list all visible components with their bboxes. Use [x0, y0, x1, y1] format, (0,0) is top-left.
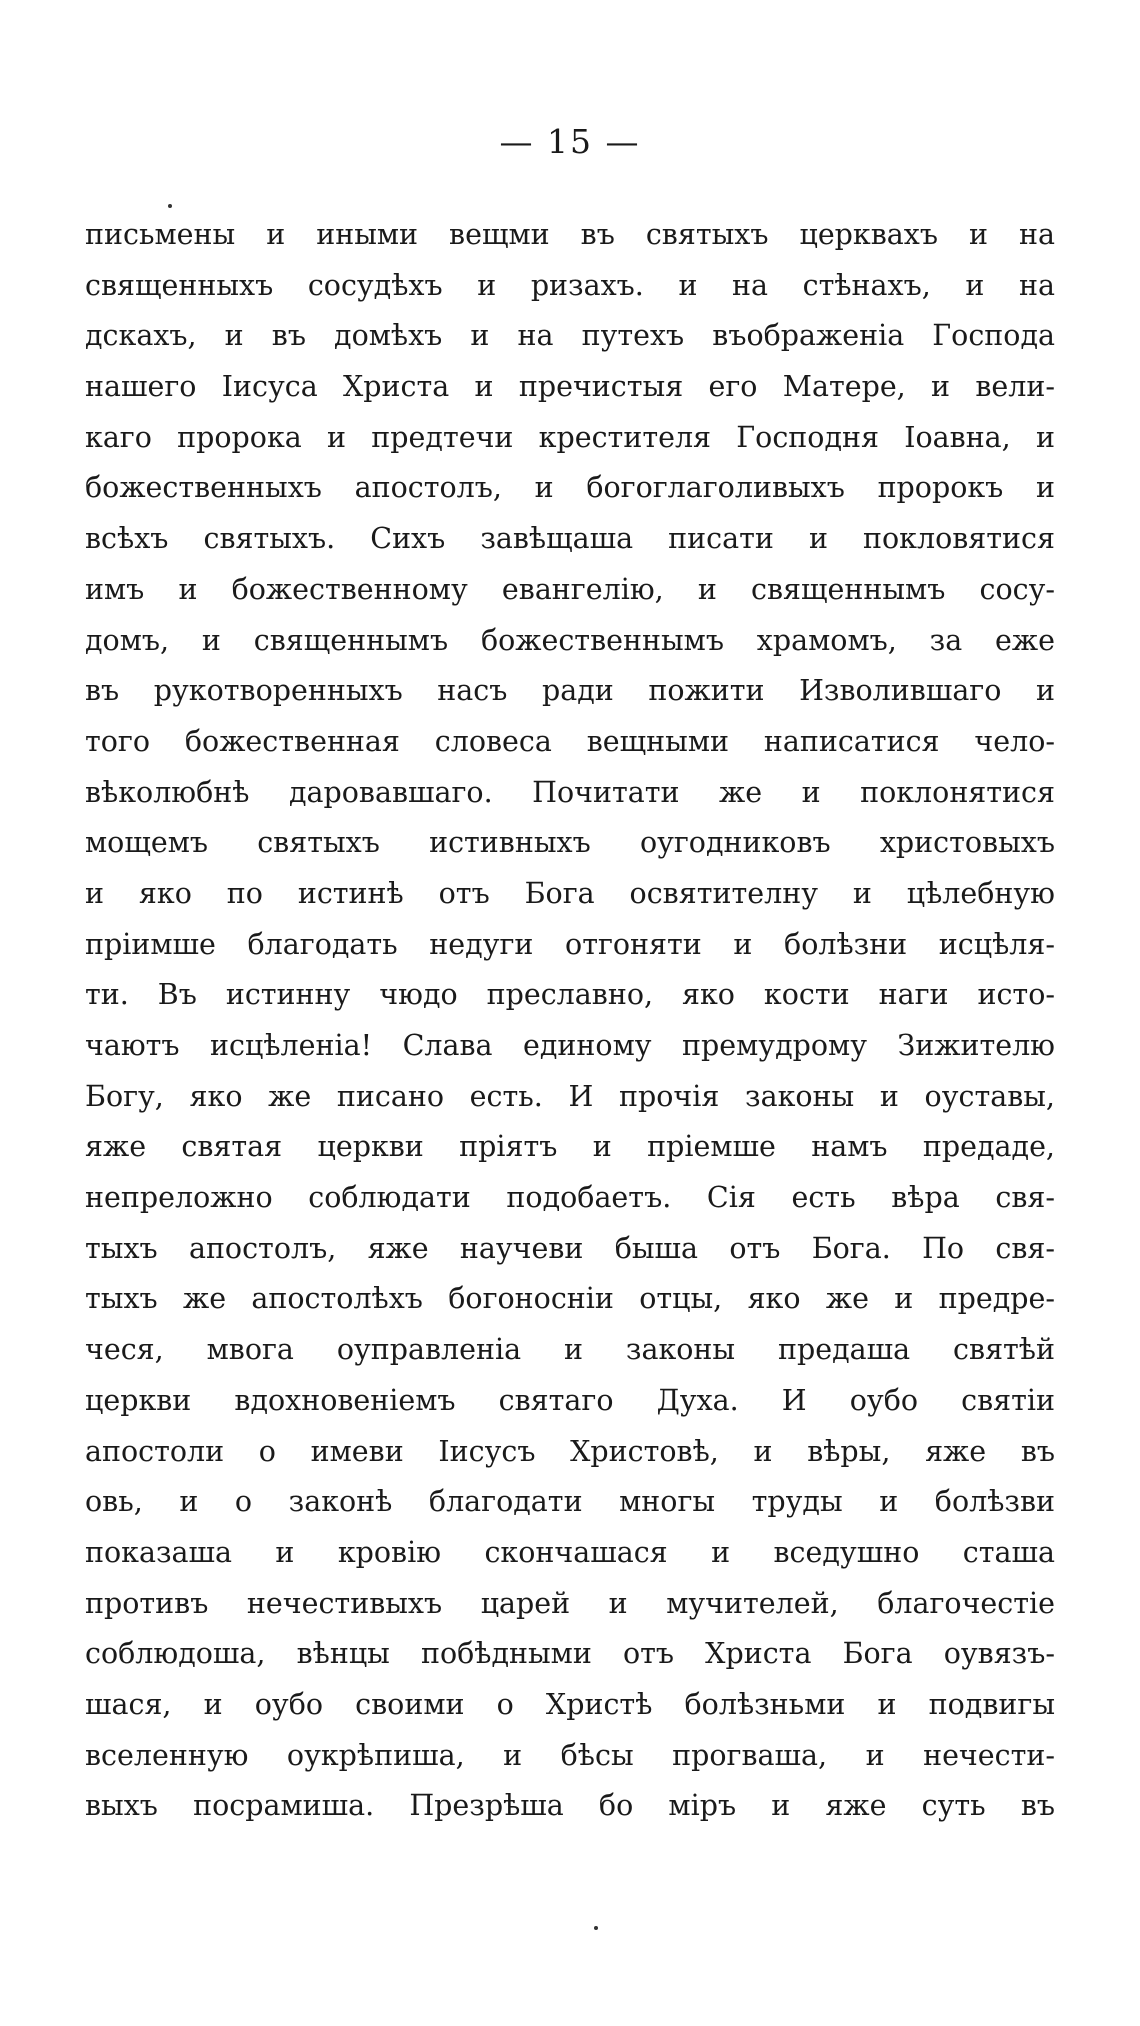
text-line: и яко по истинѣ отъ Бога освятителну и цѣлебную: [85, 876, 1055, 910]
text-line: выхъ посрамиша. Презрѣша бо міръ и яже суть въ: [85, 1789, 1055, 1823]
text-line: непреложно соблюдати подобаетъ. Сія есть вѣра свя-: [85, 1181, 1055, 1215]
text-line: показаша и кровію скончашася и вседушно сташа: [85, 1535, 1055, 1569]
text-line: того божественная словеса вещными написатися чело-: [85, 724, 1055, 758]
text-line: противъ нечестивыхъ царей и мучителей, благочестіе: [85, 1586, 1055, 1620]
text-line: тыхъ апостолъ, яже научеви быша отъ Бога. По свя-: [85, 1231, 1055, 1265]
scan-speck: [168, 204, 172, 208]
text-line: каго пророка и предтечи крестителя Господня Іоавна, и: [85, 420, 1055, 454]
text-line: овь, и о законѣ благодати многы труды и болѣзви: [85, 1485, 1055, 1519]
text-line: соблюдоша, вѣнцы побѣдными отъ Христа Бога оувязъ-: [85, 1637, 1055, 1671]
text-line: священныхъ сосудѣхъ и ризахъ. и на стѣнахъ, и на: [85, 268, 1055, 302]
text-line: божественныхъ апостолъ, и богоглаголивыхъ пророкъ и: [85, 471, 1055, 505]
text-line: ти. Въ истинну чюдо преславно, яко кости наги исто-: [85, 978, 1055, 1012]
text-line: церкви вдохновеніемъ святаго Духа. И оубо святіи: [85, 1383, 1055, 1417]
text-line: чаютъ исцѣленіа! Слава единому премудрому Зижителю: [85, 1029, 1055, 1062]
text-line: письмены и иными вещми въ святыхъ церквахъ и на: [85, 218, 1055, 251]
text-line: апостоли о имеви Іисусъ Христовѣ, и вѣры, яже въ: [85, 1434, 1055, 1468]
text-line: мощемъ святыхъ истивныхъ оугодниковъ христовыхъ: [85, 826, 1055, 860]
text-line: домъ, и священнымъ божественнымъ храмомъ, за еже: [85, 623, 1055, 657]
text-line: Богу, яко же писано есть. И прочія законы и оуставы,: [85, 1079, 1055, 1113]
text-line: вселенную оукрѣпиша, и бѣсы прогваша, и нечести-: [85, 1738, 1055, 1772]
text-line: пріимше благодать недуги отгоняти и болѣзни исцѣля-: [85, 927, 1055, 961]
text-line: вѣколюбнѣ даровавшаго. Почитати же и поклонятися: [85, 775, 1055, 809]
text-line: яже святая церкви пріятъ и пріемше намъ предаде,: [85, 1130, 1055, 1164]
scan-speck: [594, 1926, 598, 1930]
body-text: [85, 210, 1055, 1832]
page-number: — 15 —: [499, 122, 641, 161]
text-line: шася, и оубо своими о Христѣ болѣзньми и подвигы: [85, 1687, 1055, 1721]
text-line: всѣхъ святыхъ. Сихъ завѣщаша писати и покловятися: [85, 522, 1055, 556]
text-line: дскахъ, и въ домѣхъ и на путехъ въображеніа Господа: [85, 319, 1055, 353]
text-line: нашего Іисуса Христа и пречистыя его Матере, и вели-: [85, 370, 1055, 404]
text-line: тыхъ же апостолѣхъ богоносніи отцы, яко же и предре-: [85, 1282, 1055, 1316]
text-line: въ рукотворенныхъ насъ ради пожити Изволившаго и: [85, 674, 1055, 708]
text-line: чеся, мвога оуправленіа и законы предаша святѣй: [85, 1333, 1055, 1367]
text-line: имъ и божественному евангелію, и священнымъ сосу-: [85, 572, 1055, 606]
